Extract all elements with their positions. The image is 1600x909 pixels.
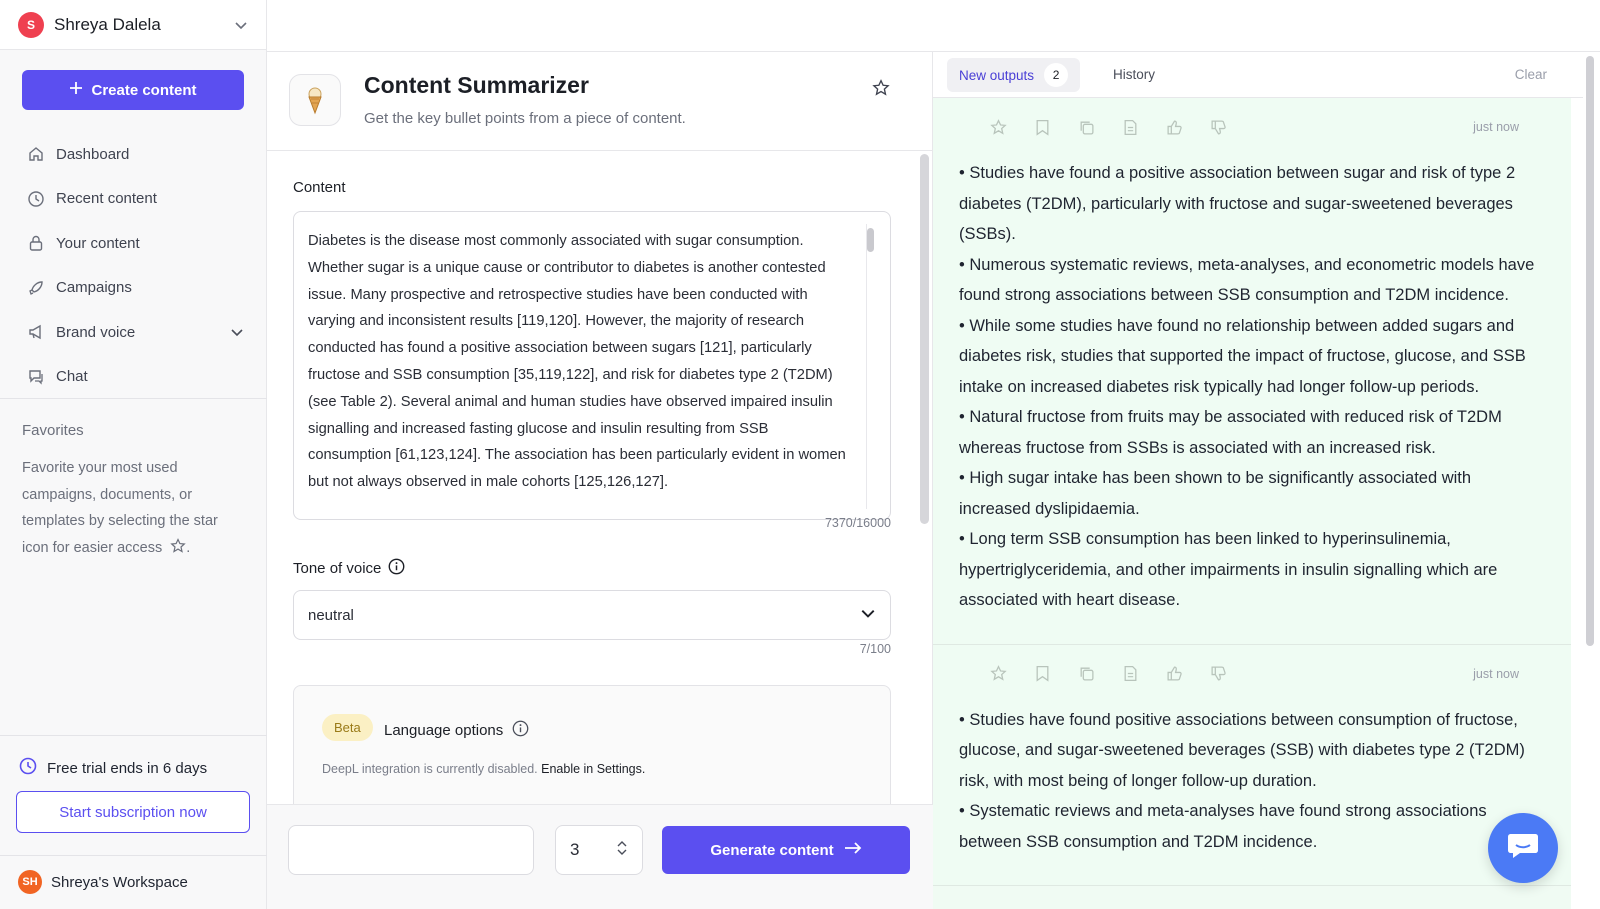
outputs-scrollbar[interactable]: [1586, 56, 1594, 646]
sidebar-item-chat[interactable]: [22, 355, 244, 400]
output-timestamp: just now: [1473, 666, 1519, 681]
create-content-button[interactable]: [22, 70, 244, 110]
home-icon: [26, 144, 46, 164]
lock-icon: [26, 233, 46, 253]
outputs-list: [933, 98, 1571, 909]
content-char-counter: 7370/16000: [824, 516, 891, 530]
textarea-scroll-thumb[interactable]: [867, 228, 874, 252]
info-icon[interactable]: [512, 720, 529, 741]
trial-notice: [18, 756, 207, 780]
sidebar-item-dashboard[interactable]: [22, 132, 244, 177]
stepper-arrows-icon[interactable]: [616, 838, 628, 863]
tone-label: [293, 558, 405, 579]
form-scroll-area: [267, 152, 917, 804]
bookmark-icon[interactable]: [1033, 118, 1051, 136]
user-menu[interactable]: [0, 0, 266, 50]
sidebar-item-your-content[interactable]: [22, 221, 244, 266]
thumbs-down-icon[interactable]: [1209, 118, 1227, 136]
clear-button[interactable]: Clear: [1514, 67, 1547, 82]
outputs-count-stepper[interactable]: [555, 825, 643, 875]
sidebar-nav: [22, 132, 244, 399]
favorites-title: Favorites: [22, 422, 84, 439]
output-bullet: • Long term SSB consumption has been linked to hyperinsulinemia, hypertriglyceridemia, and other impairments in insulin signalling which are associated with heart disease.: [959, 530, 1498, 609]
workspace-switcher[interactable]: [18, 870, 188, 894]
sidebar-item-label: Dashboard: [56, 145, 130, 163]
output-actions: [989, 118, 1227, 136]
tone-select[interactable]: [293, 590, 891, 640]
output-actions: [989, 665, 1227, 683]
megaphone-icon: [26, 322, 46, 342]
output-timestamp: just now: [1473, 120, 1519, 134]
page-title: Content Summarizer: [364, 72, 589, 98]
outputs-panel: [933, 52, 1583, 909]
output-card-toolbar: [959, 645, 1545, 705]
support-chat-button[interactable]: [1488, 813, 1558, 883]
tool-panel: [267, 52, 933, 909]
beta-badge: Beta: [322, 714, 373, 741]
start-subscription-button[interactable]: Start subscription now: [16, 791, 250, 833]
favorites-hint-text: Favorite your most used campaigns, documents, or templates by selecting the star icon for easier access: [22, 460, 218, 556]
tone-label-text: Tone of voice: [293, 560, 382, 577]
star-icon[interactable]: [989, 118, 1007, 136]
sidebar-item-label: Your content: [56, 234, 140, 252]
output-bullet: • Studies have found a positive association between sugar and risk of type 2 diabetes (T2DM), particularly with fructose and sugar-sweetened beverages (SSBs).: [959, 164, 1516, 243]
deepl-note-text: DeepL integration is currently disabled.: [322, 762, 538, 776]
tab-new-outputs[interactable]: [947, 58, 1080, 92]
page-subtitle: Get the key bullet points from a piece of content.: [364, 110, 686, 127]
user-name: Shreya Dalela: [54, 14, 161, 34]
arrow-right-icon: [844, 841, 862, 859]
tool-header: [267, 52, 932, 151]
user-avatar: S: [18, 12, 44, 38]
tab-history[interactable]: History: [1113, 67, 1156, 82]
document-icon[interactable]: [1121, 665, 1139, 683]
output-bullet: • High sugar intake has been shown to be significantly associated with increased dyslipidaemia.: [959, 469, 1472, 518]
tab-new-outputs-label: New outputs: [959, 67, 1035, 83]
output-bullet: • Studies have found positive associations between consumption of fructose, glucose, and sugar-sweetened beverages (SSB) with diabetes type 2 (T2DM) risk, with most being of longer follow-up duration.: [959, 710, 1525, 790]
sidebar-item-label: Brand voice: [56, 323, 136, 341]
workspace-avatar: SH: [18, 870, 42, 894]
chevron-down-icon[interactable]: [230, 325, 244, 339]
copy-icon[interactable]: [1077, 118, 1095, 136]
output-bullet: • Numerous systematic reviews, meta-analyses, and econometric models have found strong associations between SSB consumption and T2DM incidence.: [959, 255, 1535, 304]
keyword-input[interactable]: [288, 825, 534, 875]
content-textarea[interactable]: [293, 211, 891, 520]
sidebar-item-recent-content[interactable]: [22, 177, 244, 222]
sidebar: [0, 0, 267, 909]
divider: [0, 735, 267, 736]
output-card-toolbar: [959, 98, 1545, 158]
ice-cream-icon: [289, 74, 341, 126]
sidebar-item-label: Recent content: [56, 190, 157, 208]
sidebar-item-label: Chat: [56, 368, 88, 386]
copy-icon[interactable]: [1077, 665, 1095, 683]
thumbs-up-icon[interactable]: [1165, 665, 1183, 683]
document-icon[interactable]: [1121, 118, 1139, 136]
plus-icon: [69, 81, 83, 99]
output-card: [933, 645, 1571, 887]
chat-bubble-icon: [1506, 831, 1540, 866]
thumbs-down-icon[interactable]: [1209, 665, 1227, 683]
output-bullet: • Natural fructose from fruits may be associated with reduced risk of T2DM whereas fructose from SSBs is associated with an increased risk.: [959, 408, 1502, 457]
chat-icon: [26, 367, 46, 387]
content-text: Diabetes is the disease most commonly associated with sugar consumption. Whether sugar is a unique cause or contributor to diabetes is another contested issue. Many prospective and retrospective studies have been conducted with varying and inconsistent results [119,120]. However, the majority of research conducted has found a positive association between sugars [121], particularly fructose and SSB consumption [35,119,122], and risk for diabetes type 2 (T2DM) (see Table 2). Several animal and human studies have observed impaired insulin signalling and increased fasting glucose and insulin resulting from SSB consumption [61,123,124]. The association has been particularly evident in women but not always observed in male cohorts [125,126,127].: [308, 233, 846, 491]
generate-content-label: Generate content: [710, 841, 834, 859]
bookmark-icon[interactable]: [1033, 665, 1051, 683]
clock-icon: [26, 189, 46, 209]
favorites-hint: Favorite your most used campaigns, documents, or templates by selecting the star icon for easier access .: [22, 455, 237, 563]
new-outputs-count-badge: 2: [1044, 63, 1068, 87]
generate-content-button[interactable]: [662, 826, 910, 874]
star-icon[interactable]: [989, 665, 1007, 683]
top-bar: [267, 0, 1600, 52]
sidebar-item-brand-voice[interactable]: [22, 310, 244, 355]
deepl-note: [322, 762, 645, 776]
content-label: [293, 179, 346, 196]
output-bullet: • Systematic reviews and meta-analyses have found strong associations between SSB consumption and T2DM incidence.: [959, 802, 1487, 851]
favorite-star-icon[interactable]: [870, 77, 892, 99]
language-options-card: [293, 685, 891, 804]
outputs-tabs: [933, 52, 1583, 98]
timer-icon: [18, 756, 38, 780]
create-content-label: Create content: [91, 81, 197, 99]
language-options-text: Language options: [384, 722, 504, 739]
chevron-down-icon: [860, 605, 876, 625]
star-icon: [170, 537, 186, 564]
tone-value: neutral: [308, 606, 354, 624]
tone-char-counter: 7/100: [859, 642, 891, 656]
output-text[interactable]: [959, 158, 1545, 644]
content-label-text: Content: [293, 179, 346, 196]
rocket-icon: [26, 278, 46, 298]
output-bullet: • While some studies have found no relationship between added sugars and diabetes risk, studies that supported the impact of fructose, glucose, and SSB intake on increased diabetes risk typically had longer follow-up periods.: [959, 316, 1526, 396]
language-options-title: [384, 720, 529, 741]
trial-text: Free trial ends in 6 days: [47, 759, 208, 777]
output-text[interactable]: [959, 705, 1545, 886]
sidebar-item-campaigns[interactable]: [22, 266, 244, 311]
enable-in-settings-link[interactable]: Enable in Settings.: [541, 762, 646, 776]
divider: [0, 398, 267, 399]
generate-bar: [267, 804, 933, 909]
workspace-name: Shreya's Workspace: [51, 873, 188, 891]
info-icon[interactable]: [388, 558, 405, 579]
sidebar-item-label: Campaigns: [56, 279, 132, 297]
form-scrollbar[interactable]: [920, 154, 929, 524]
chevron-down-icon[interactable]: [234, 18, 248, 32]
outputs-count-value: 3: [570, 840, 580, 859]
output-card: [933, 98, 1571, 645]
thumbs-up-icon[interactable]: [1165, 118, 1183, 136]
textarea-scrollbar[interactable]: [866, 224, 876, 509]
divider: [0, 855, 267, 856]
